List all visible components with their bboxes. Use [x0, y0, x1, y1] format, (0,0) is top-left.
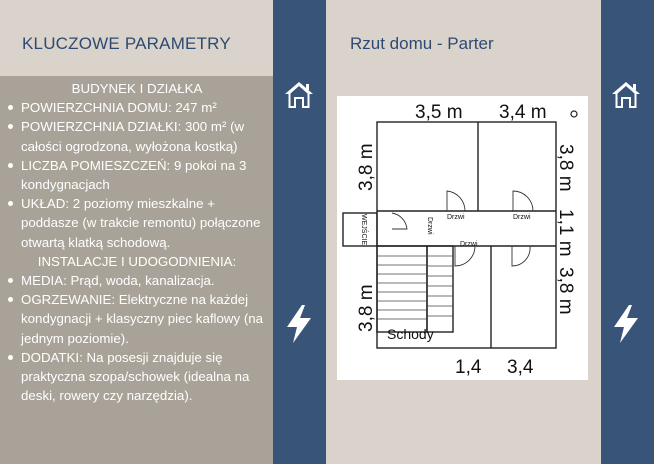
- house-icon: [609, 78, 643, 112]
- list-item: OGRZEWANIE: Elektryczne na każdej kondygnacji + klasyczny piec kaflowy (na jednym poziomie).: [6, 290, 268, 348]
- dim-left-bottom: 3,8 m: [356, 284, 377, 332]
- list-item: MEDIA: Prąd, woda, kanalizacja.: [6, 271, 268, 290]
- dim-right-mid: 1,1 m: [555, 209, 576, 257]
- dim-bottom-right: 3,4: [507, 357, 534, 378]
- stairs-label: Schody: [387, 326, 434, 342]
- lightning-icon: [282, 303, 316, 345]
- door-label: Drzwi: [513, 214, 531, 221]
- dim-top-left: 3,5 m: [415, 102, 463, 123]
- door-label: Drzwi: [426, 217, 433, 235]
- accent-column-left: [273, 0, 326, 464]
- dim-top-right: 3,4 m: [499, 102, 547, 123]
- list-item: DODATKI: Na posesji znajduje się praktyczna szopa/schowek (idealna na deski, rowery czy narzędzia).: [6, 348, 268, 406]
- dim-bottom-left: 1,4: [455, 357, 482, 378]
- list-item: LICZBA POMIESZCZEŃ: 9 pokoi na 3 kondygnacjach: [6, 156, 268, 194]
- lightning-icon: [609, 303, 643, 345]
- house-icon: [282, 78, 316, 112]
- left-header: [0, 0, 273, 76]
- list-item: POWIERZCHNIA DOMU: 247 m²: [6, 98, 268, 117]
- door-label: Drzwi: [460, 241, 478, 248]
- dim-right-top: 3,8 m: [555, 144, 576, 192]
- marker-circle: [571, 111, 577, 117]
- plan-title: Rzut domu - Parter: [350, 34, 494, 53]
- section-heading-installations: INSTALACJE I UDOGODNIENIA:: [37, 253, 237, 269]
- dim-right-bottom: 3,8 m: [555, 267, 576, 315]
- parameters-content: [6, 79, 268, 405]
- left-panel: [0, 0, 273, 464]
- list-item: POWIERZCHNIA DZIAŁKI: 300 m² (w całości ogrodzona, wyłożona kostką): [6, 117, 268, 155]
- section-title: KLUCZOWE PARAMETRY: [22, 34, 231, 53]
- section-heading-building: BUDYNEK I DZIAŁKA: [71, 81, 203, 96]
- accent-column-right: [601, 0, 654, 464]
- installations-list: [6, 271, 268, 405]
- door-label: Drzwi: [447, 214, 465, 221]
- entrance-label: WEJŚCIE: [360, 214, 367, 246]
- building-list: [6, 98, 268, 252]
- dim-left-top: 3,8 m: [356, 143, 377, 191]
- list-item: UKŁAD: 2 poziomy mieszkalne + poddasze (w trakcie remontu) połączone otwartą klatką schodową.: [6, 194, 268, 252]
- floor-plan: [337, 96, 588, 380]
